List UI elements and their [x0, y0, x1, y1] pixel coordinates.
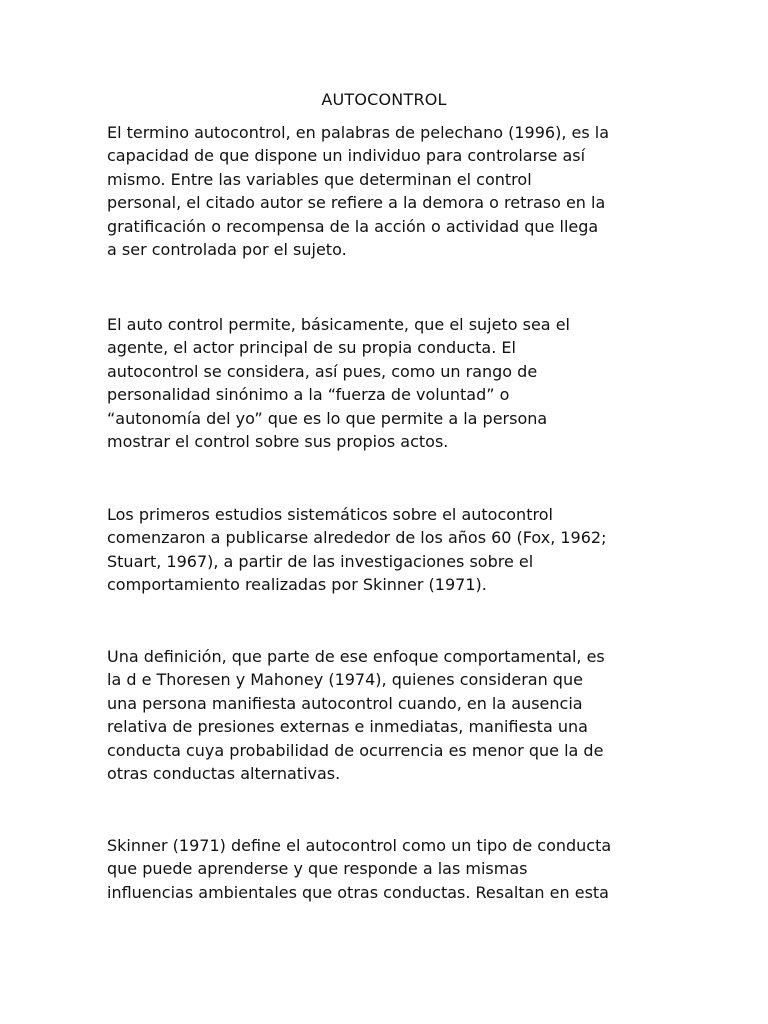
paragraph-4: Una definición, que parte de ese enfoque comportamental, es la d e Thoresen y Mahoney (1974), quienes consideran que una persona manifiesta autocontrol cuando, en la ausencia relativa de presiones externas e inmediatas, manifiesta una conducta cuya probabilidad de ocurrencia es menor que la de otras conductas alternativas.: [107, 647, 605, 784]
paragraph-1: El termino autocontrol, en palabras de pelechano (1996), es la capacidad de que dispone un individuo para controlarse así mismo. Entre las variables que determinan el control personal, el citado autor se refiere a la demora o retraso en la gratificación o recompensa de la acción o actividad que llega a ser controlada por el sujeto.: [107, 123, 610, 260]
paragraph-3: Los primeros estudios sistemáticos sobre el autocontrol comenzaron a publicarse alrededor de los años 60 (Fox, 1962; Stuart, 1967), a partir de las investigaciones sobre el comportamiento realizadas por Skinner (1971).: [107, 505, 607, 595]
document-title: AUTOCONTROL: [321, 90, 447, 109]
paragraph-5: Skinner (1971) define el autocontrol como un tipo de conducta que puede aprenderse y que responde a las mismas influencias ambientales que otras conductas. Resaltan en esta: [107, 836, 612, 902]
paragraph-2: El auto control permite, básicamente, que el sujeto sea el agente, el actor principal de su propia conducta. El autocontrol se considera, así pues, como un rango de personalidad sinónimo a la “fuerza de voluntad” o “autonomía del yo” que es lo que permite a la persona mostrar el control sobre sus propios actos.: [107, 315, 570, 452]
